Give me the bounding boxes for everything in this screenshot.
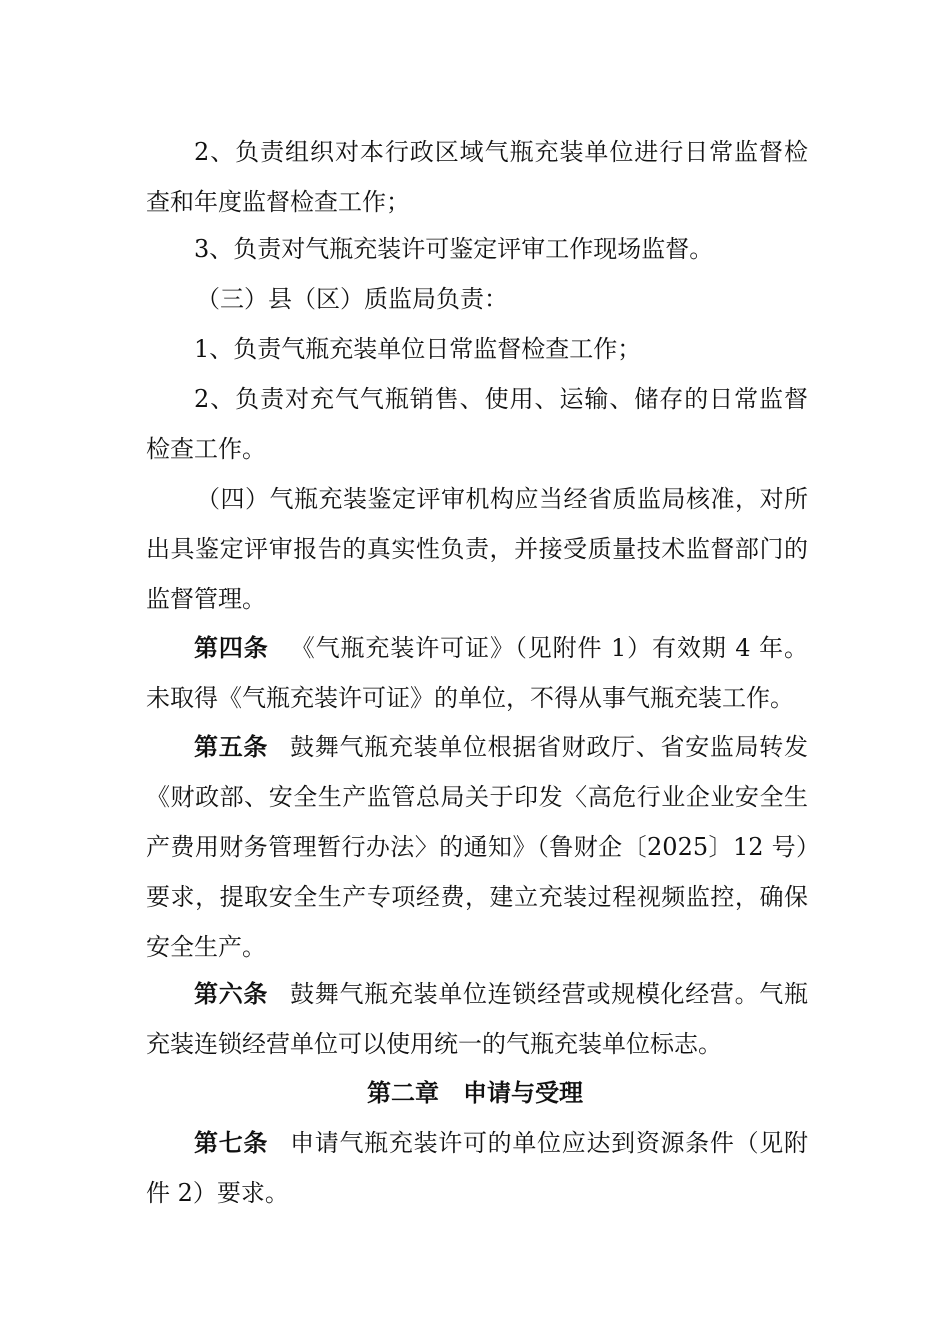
article-6 <box>146 969 808 1069</box>
paragraph-duty-2: 2、负责组织对本行政区域气瓶充装单位进行日常监督检查和年度监督检查工作； <box>146 138 808 216</box>
article-4-label: 第四条 <box>194 634 269 662</box>
chapter-number: 第二章 <box>367 1079 439 1107</box>
article-5-text: 鼓舞气瓶充装单位根据省财政厅、省安监局转发《财政部、安全生产监管总局关于印发〈高危行业企业安全生产费用财务管理暂行办法〉的通知》（鲁财企〔2025〕12 号）要求，提取安全生产专项经费，建立充装过程视频监控，确保安全生产。 <box>146 733 809 961</box>
paragraph-county-heading: （三）县（区）质监局负责： <box>196 285 508 313</box>
article-7-label: 第七条 <box>194 1129 269 1157</box>
article-7 <box>146 1118 808 1218</box>
article-4 <box>146 623 808 723</box>
article-5 <box>146 722 808 972</box>
article-6-text: 鼓舞气瓶充装单位连锁经营或规模化经营。气瓶充装连锁经营单位可以使用统一的气瓶充装单位标志。 <box>146 980 809 1058</box>
paragraph-county-duty-1: 1、负责气瓶充装单位日常监督检查工作； <box>194 335 642 363</box>
article-4-text: 《气瓶充装许可证》（见附件 1）有效期 4 年。未取得《气瓶充装许可证》的单位，不得从事气瓶充装工作。 <box>146 634 808 712</box>
article-6-label: 第六条 <box>194 980 269 1008</box>
paragraph-review-agency: （四）气瓶充装鉴定评审机构应当经省质监局核准，对所出具鉴定评审报告的真实性负责，并接受质量技术监督部门的监督管理。 <box>146 485 808 613</box>
chapter-heading <box>0 1068 950 1118</box>
chapter-title: 申请与受理 <box>463 1079 583 1107</box>
article-7-text: 申请气瓶充装许可的单位应达到资源条件（见附件 2）要求。 <box>146 1129 809 1207</box>
paragraph-duty-3: 3、负责对气瓶充装许可鉴定评审工作现场监督。 <box>194 235 714 263</box>
paragraph-county-duty-2: 2、负责对充气气瓶销售、使用、运输、储存的日常监督检查工作。 <box>146 385 808 463</box>
article-5-label: 第五条 <box>194 733 269 761</box>
